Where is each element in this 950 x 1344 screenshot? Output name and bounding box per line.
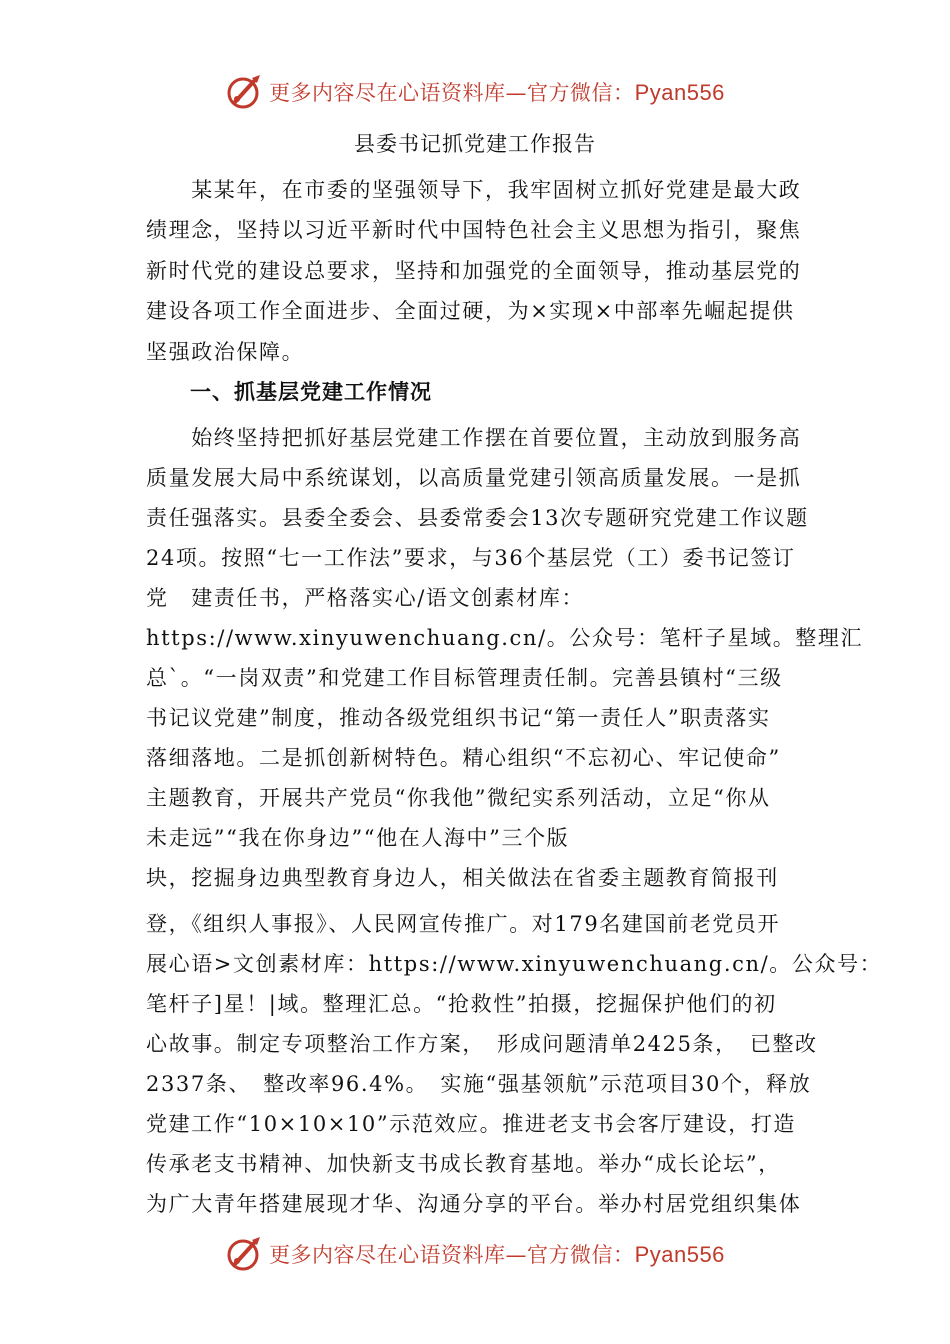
text-line: 主题教育，开展共产党员“你我他”微纪实系列活动，立足“你从	[146, 786, 771, 810]
text-line: 新时代党的建设总要求，坚持和加强党的全面领导，推动基层党的	[146, 259, 802, 283]
section-heading: 一、抓基层党建工作情况	[146, 380, 432, 404]
text-line: 某某年，在市委的坚强领导下，我牢固树立抓好党建是最大政	[146, 178, 802, 202]
text-line: 未走远”“我在你身边”“他在人海中”三个版	[146, 826, 570, 850]
text-line: 党 建责任书，严格落实心/语文创素材库：	[146, 586, 585, 610]
text-line: 为广大青年搭建展现才华、沟通分享的平台。举办村居党组织集体	[146, 1192, 802, 1216]
text-line: https://www.xinyuwenchuang.cn/。公众号：笔杆子星域。整理汇	[146, 626, 864, 650]
text-line: 24项。按照“七一工作法”要求，与36个基层党（工）委书记签订	[146, 546, 796, 570]
text-line: 质量发展大局中系统谋划，以高质量党建引领高质量发展。一是抓	[146, 466, 802, 490]
watermark-banner-top	[0, 70, 950, 114]
brush-logo-icon	[225, 72, 265, 112]
text-line: 笔杆子]星！|域。整理汇总。“抢救性”拍摄，挖掘保护他们的初	[146, 992, 777, 1016]
text-line: 块，挖掘身边典型教育身边人，相关做法在省委主题教育简报刊	[146, 866, 779, 890]
text-line: 书记议党建”制度，推动各级党组织书记“第一责任人”职责落实	[146, 706, 771, 730]
text-line: 展心语>文创素材库：https://www.xinyuwenchuang.cn/。公众号：	[146, 952, 883, 976]
text-line: 落细落地。二是抓创新树特色。精心组织“不忘初心、牢记使命”	[146, 746, 781, 770]
text-line: 心故事。制定专项整治工作方案， 形成问题清单2425条， 已整改	[146, 1032, 818, 1056]
text-line: 传承老支书精神、加快新支书成长教育基地。举办“成长论坛”，	[146, 1152, 781, 1176]
brush-logo-icon	[225, 1234, 265, 1274]
text-line: 坚强政治保障。	[146, 340, 305, 364]
text-line: 登，《组织人事报》、人民网宣传推广。对179名建国前老党员开	[146, 912, 781, 936]
text-line: 2337条、 整改率96.4%。 实施“强基领航”示范项目30个，释放	[146, 1072, 812, 1096]
text-line: 绩理念，坚持以习近平新时代中国特色社会主义思想为指引，聚焦	[146, 218, 802, 242]
document-title: 县委书记抓党建工作报告	[354, 132, 596, 156]
text-line: 始终坚持把抓好基层党建工作摆在首要位置，主动放到服务高	[146, 426, 802, 450]
watermark-text: 更多内容尽在心语资料库—官方微信：Pyan556	[269, 80, 725, 105]
watermark-text: 更多内容尽在心语资料库—官方微信：Pyan556	[269, 1242, 725, 1267]
text-line: 责任强落实。县委全委会、县委常委会13次专题研究党建工作议题	[146, 506, 809, 530]
text-line: 党建工作“10×10×10”示范效应。推进老支书会客厅建设，打造	[146, 1112, 797, 1136]
text-line: 总`。“一岗双责”和党建工作目标管理责任制。完善县镇村“三级	[146, 666, 783, 690]
watermark-banner-bottom	[0, 1232, 950, 1276]
text-line: 建设各项工作全面进步、全面过硬，为×实现×中部率先崛起提供	[146, 299, 795, 323]
